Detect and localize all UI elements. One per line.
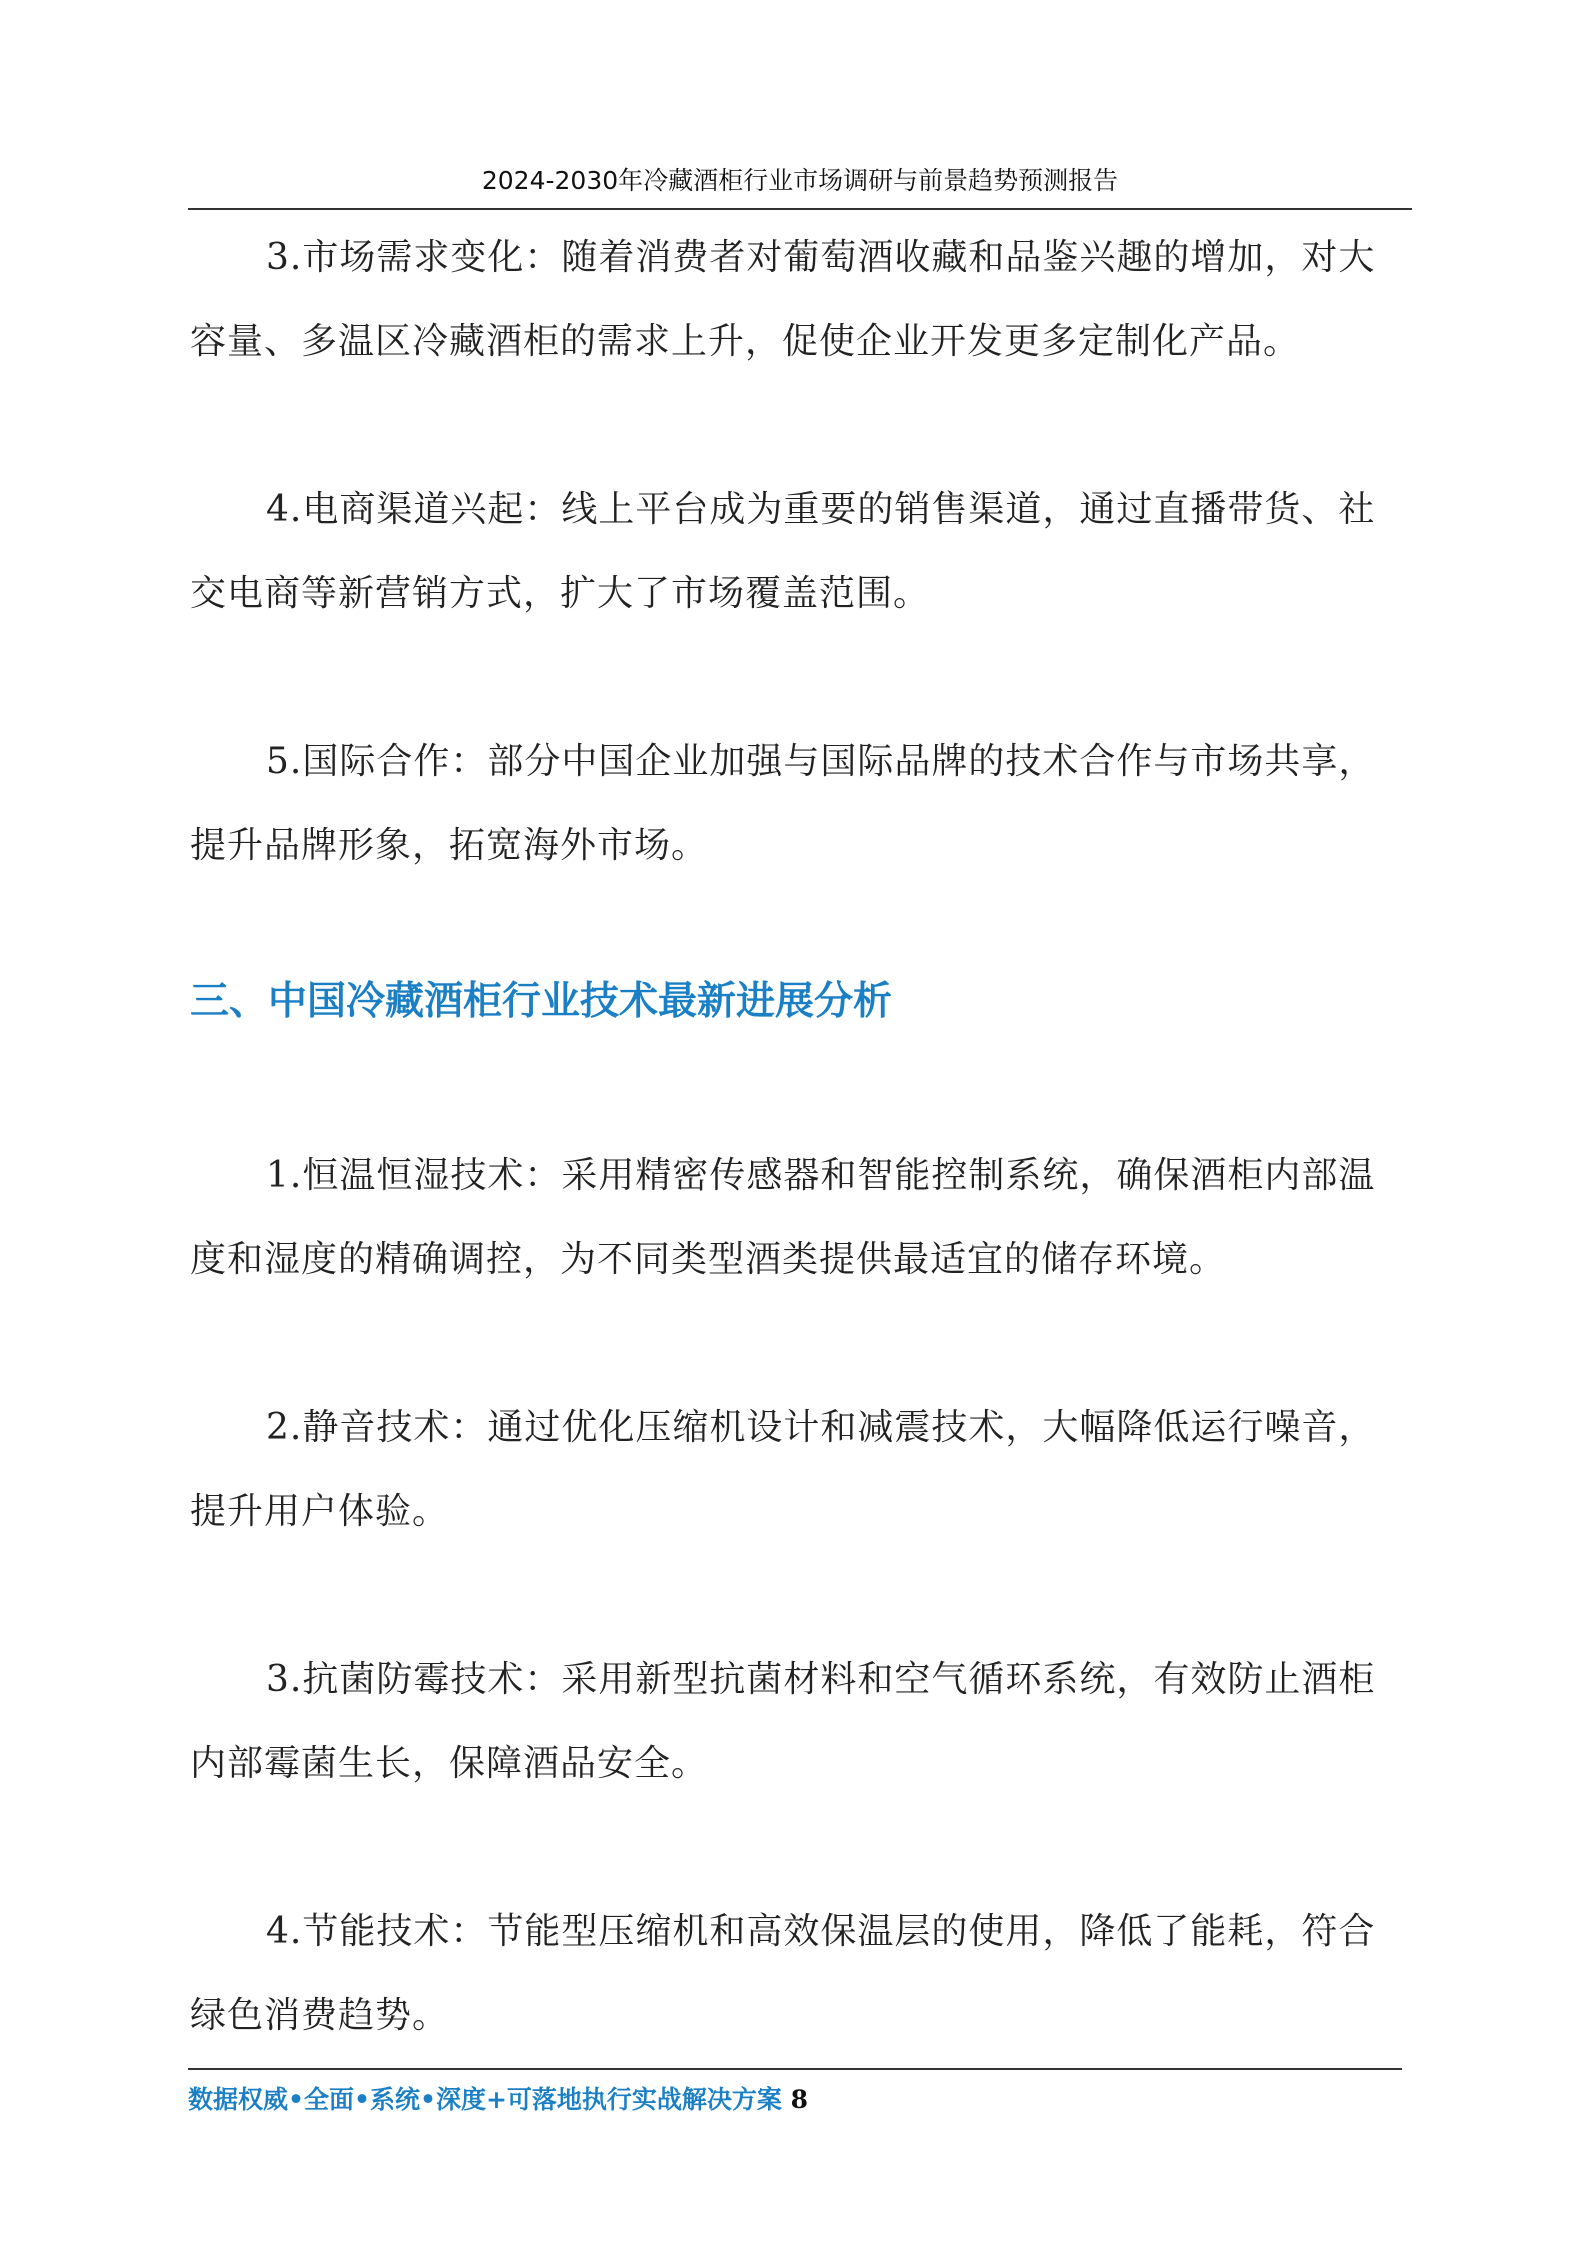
paragraph-constant-temp-humidity: 1.恒温恒湿技术：采用精密传感器和智能控制系统，确保酒柜内部温度和湿度的精确调控，为不同类型酒类提供最适宜的储存环境。 xyxy=(190,1155,1376,1280)
paragraph-antibacterial-tech: 3.抗菌防霉技术：采用新型抗菌材料和空气循环系统，有效防止酒柜内部霉菌生长，保障酒品安全。 xyxy=(190,1659,1376,1784)
paragraph-ecommerce-channel: 4.电商渠道兴起：线上平台成为重要的销售渠道，通过直播带货、社交电商等新营销方式，扩大了市场覆盖范围。 xyxy=(190,489,1376,614)
paragraph-international-cooperation: 5.国际合作：部分中国企业加强与国际品牌的技术合作与市场共享，提升品牌形象，拓宽海外市场。 xyxy=(190,741,1376,866)
page-footer xyxy=(188,2068,1402,2120)
section-heading: 三、中国冷藏酒柜行业技术最新进展分析 xyxy=(190,979,893,1024)
report-title: 2024-2030年冷藏酒柜行业市场调研与前景趋势预测报告 xyxy=(481,166,1119,195)
page-header xyxy=(188,160,1412,210)
paragraph-market-demand: 3.市场需求变化：随着消费者对葡萄酒收藏和品鉴兴趣的增加，对大容量、多温区冷藏酒柜的需求上升，促使企业开发更多定制化产品。 xyxy=(190,237,1376,362)
paragraph-energy-saving-tech: 4.节能技术：节能型压缩机和高效保温层的使用，降低了能耗，符合绿色消费趋势。 xyxy=(190,1911,1376,2036)
page-number: 8 xyxy=(790,2085,809,2114)
body-content xyxy=(190,216,1402,2058)
footer-tagline: 数据权威•全面•系统•深度+可落地执行实战解决方案 xyxy=(188,2085,782,2114)
paragraph-silent-tech: 2.静音技术：通过优化压缩机设计和减震技术，大幅降低运行噪音，提升用户体验。 xyxy=(190,1407,1376,1532)
